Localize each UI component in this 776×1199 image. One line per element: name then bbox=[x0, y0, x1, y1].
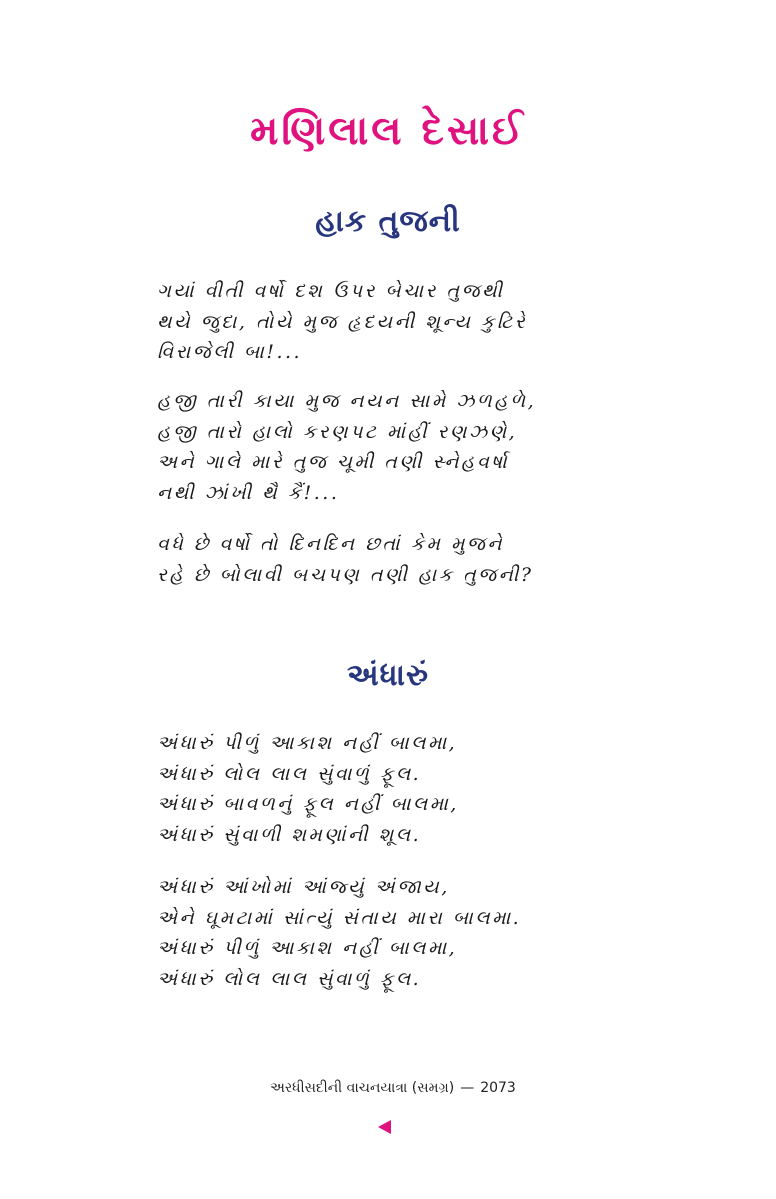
poem-line: વિરાજેલી બા!... bbox=[157, 341, 303, 363]
poem-line: અંધારું લોલ લાલ સુંવાળું ફૂલ. bbox=[157, 762, 422, 785]
poem2-stanza-1 bbox=[157, 728, 657, 850]
poem1-stanza-3 bbox=[157, 529, 657, 590]
page-number: 2073 bbox=[480, 1080, 516, 1096]
triangle-left-icon[interactable] bbox=[378, 1120, 391, 1134]
poem-line: હજી તારો હાલો કરણપટ માંહીં રણઝણે, bbox=[157, 420, 518, 443]
poem-line: અંધારું સુંવાળી શમણાંની શૂલ. bbox=[157, 823, 422, 846]
footer-separator: — bbox=[460, 1080, 475, 1096]
poem-line: હજી તારી કાયા મુજ નયન સામે ઝળહળે, bbox=[157, 390, 537, 412]
poem-line: ગયાં વીતી વર્ષો દશ ઉપર બેચાર તુજથી bbox=[157, 280, 505, 302]
poem2-stanza-2 bbox=[157, 872, 657, 994]
poem-line: અંધારું આંખોમાં આંજ્યું અંજાય, bbox=[157, 876, 450, 898]
poem1-stanza-2 bbox=[157, 386, 657, 508]
book-title: અરધીસદીની વાચનયાત્રા (સમગ્ર) bbox=[270, 1080, 455, 1096]
poem-line: અને ગાલે મારે તુજ ચૂમી તણી સ્નેહવર્ષા bbox=[157, 451, 510, 473]
poem-line: થયે જુદા, તોયે મુજ હૃદયની શૂન્ય કુટિરે bbox=[157, 310, 528, 333]
poem-line: અંધારું બાવળનું ફૂલ નહીં બાલમા, bbox=[157, 793, 459, 815]
poem-line: એને ઘૂમટામાં સાંત્યું સંતાય મારા બાલમા. bbox=[157, 906, 522, 929]
poem-title-hak-tujni: હાક તુજની bbox=[315, 204, 461, 239]
poem-line: રહે છે બોલાવી બચપણ તણી હાક તુજની? bbox=[157, 563, 534, 586]
poem-line: અંધારું લોલ લાલ સુંવાળું ફૂલ. bbox=[157, 967, 422, 990]
poem-title-andharu: અંધારું bbox=[347, 658, 429, 693]
poem-line: નથી ઝાંખી થૈ કૈં!... bbox=[157, 481, 340, 504]
poem-line: વધે છે વર્ષો તો દિનદિન છતાં કેમ મુજને bbox=[157, 533, 505, 555]
page-footer bbox=[0, 1080, 776, 1096]
poem-line: અંધારું પીળું આકાશ નહીં બાલમા, bbox=[157, 937, 458, 959]
poem1-stanza-1 bbox=[157, 276, 657, 368]
poem-line: અંધારું પીળું આકાશ નહીં બાલમા, bbox=[157, 732, 458, 754]
author-name: મણિલાલ દેસાઈ bbox=[250, 108, 526, 154]
